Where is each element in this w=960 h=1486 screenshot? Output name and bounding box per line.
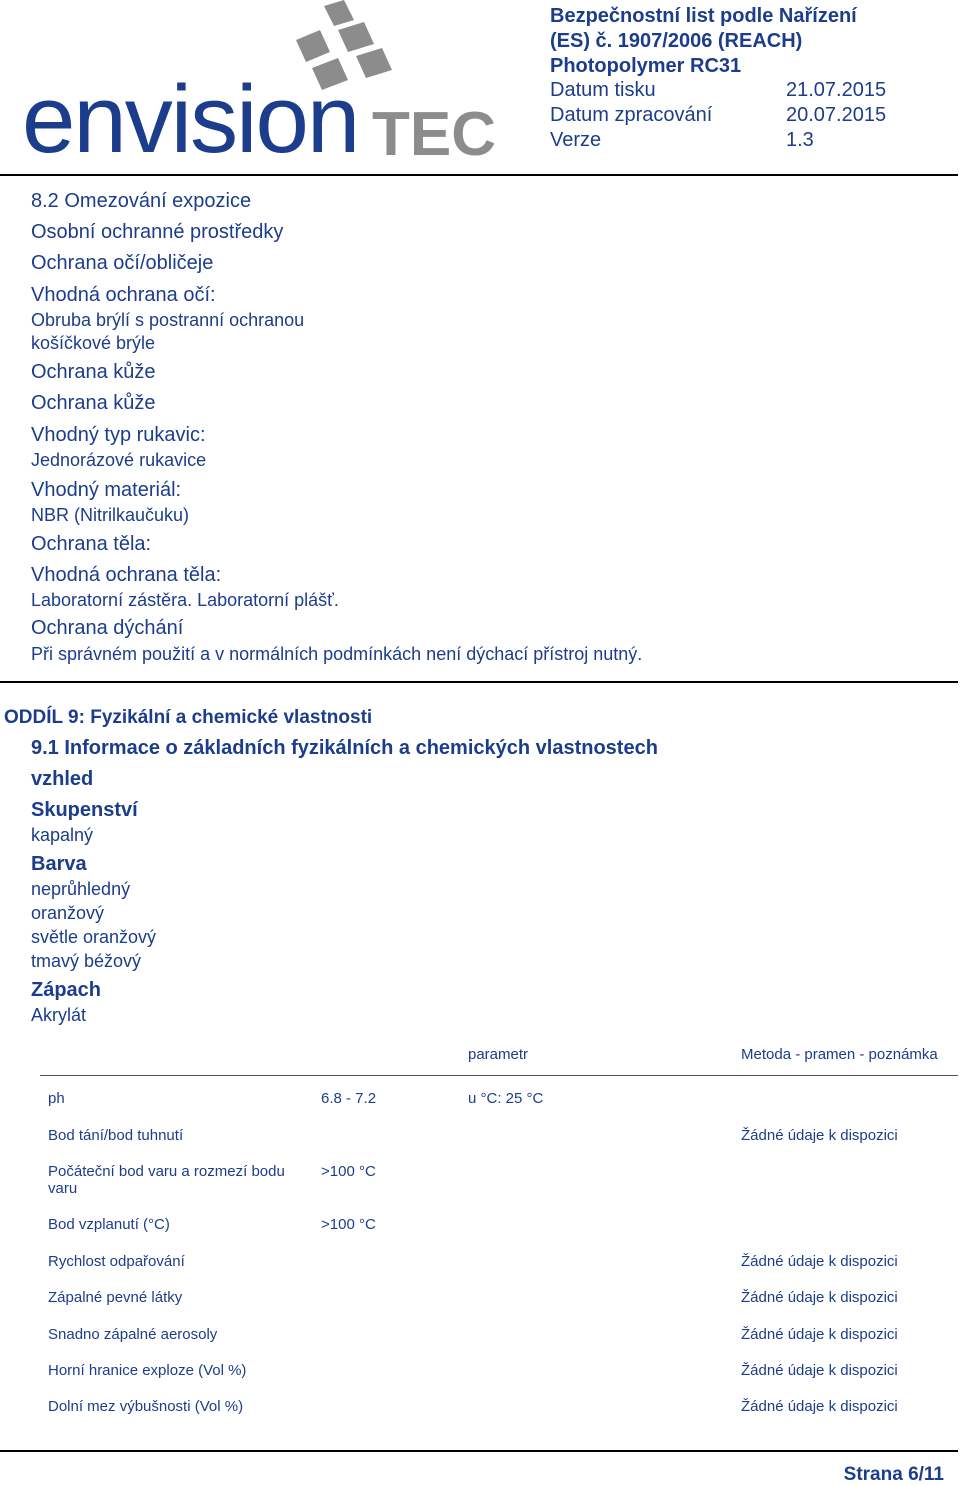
color-label: Barva <box>31 853 87 875</box>
ppe-heading: Osobní ochranné prostředky <box>31 221 284 243</box>
color-value: oranžový <box>31 903 105 923</box>
table-cell-method: Žádné údaje k dispozici <box>741 1253 898 1270</box>
body-protection-label: Ochrana těla: <box>31 533 152 555</box>
respiratory-text: Při správném použití a v normálních podmínkách není dýchací přístroj nutný. <box>31 644 643 664</box>
state-label: Skupenství <box>31 799 138 821</box>
color-value: tmavý béžový <box>31 951 142 971</box>
table-cell-value: >100 °C <box>321 1216 376 1233</box>
header-divider <box>0 174 958 176</box>
table-cell-value: >100 °C <box>321 1163 376 1180</box>
revision-date: 20.07.2015 <box>786 104 887 126</box>
skin-heading-2: Ochrana kůže <box>31 392 156 414</box>
color-value: neprůhledný <box>31 879 131 899</box>
print-date: 21.07.2015 <box>786 79 887 101</box>
table-cell-name: Rychlost odpařování <box>48 1253 185 1270</box>
logo-suffix: TEC <box>372 100 496 169</box>
glove-type: Jednorázové rukavice <box>31 450 207 470</box>
table-cell-name: Zápalné pevné látky <box>48 1289 183 1306</box>
odor-label: Zápach <box>31 979 102 1001</box>
eye-suitable-label: Vhodná ochrana očí: <box>31 284 216 306</box>
section-9-1-heading: 9.1 Informace o základních fyzikálních a chemických vlastnostech <box>31 737 658 759</box>
table-cell-method: Žádné údaje k dispozici <box>741 1326 898 1343</box>
table-cell-name: Horní hranice exploze (Vol %) <box>48 1362 247 1379</box>
table-cell-name: ph <box>48 1090 65 1107</box>
table-cell-name: Bod vzplanutí (°C) <box>48 1216 170 1233</box>
print-date-label: Datum tisku <box>550 79 656 101</box>
table-cell-method: Žádné údaje k dispozici <box>741 1398 898 1415</box>
eye-item-1: Obruba brýlí s postranní ochranou <box>31 310 305 330</box>
table-header-method: Metoda - pramen - poznámka <box>741 1046 938 1063</box>
body-suitable-value: Laboratorní zástěra. Laboratorní plášť. <box>31 590 339 610</box>
material-label: Vhodný materiál: <box>31 479 182 501</box>
state-value: kapalný <box>31 825 94 845</box>
table-cell-name: Bod tání/bod tuhnutí <box>48 1127 184 1144</box>
table-cell-param: u °C: 25 °C <box>468 1090 544 1107</box>
body-suitable-label: Vhodná ochrana těla: <box>31 564 222 586</box>
odor-value: Akrylát <box>31 1005 87 1025</box>
table-cell-method: Žádné údaje k dispozici <box>741 1127 898 1144</box>
doc-title-line1: Bezpečnostní list podle Nařízení <box>550 5 857 27</box>
skin-heading-1: Ochrana kůže <box>31 361 156 383</box>
logo-wordmark: envision <box>22 66 359 173</box>
section-9-heading: ODDÍL 9: Fyzikální a chemické vlastnosti <box>4 707 373 728</box>
table-cell-method: Žádné údaje k dispozici <box>741 1362 898 1379</box>
version-label: Verze <box>550 129 602 151</box>
table-cell-name: Snadno zápalné aerosoly <box>48 1326 218 1343</box>
material-value: NBR (Nitrilkaučuku) <box>31 505 190 525</box>
footer-divider <box>0 1450 958 1452</box>
glove-type-label: Vhodný typ rukavic: <box>31 424 206 446</box>
product-name: Photopolymer RC31 <box>550 55 742 77</box>
appearance-heading: vzhled <box>31 768 94 790</box>
doc-title-line2: (ES) č. 1907/2006 (REACH) <box>550 30 803 52</box>
table-header-divider <box>40 1075 958 1076</box>
company-logo <box>0 0 496 173</box>
table-header-param: parametr <box>468 1046 529 1063</box>
page-number: Strana 6/11 <box>843 1464 944 1485</box>
table-cell-name: Počáteční bod varu a rozmezí bodu varu <box>48 1163 285 1197</box>
table-cell-method: Žádné údaje k dispozici <box>741 1289 898 1306</box>
table-cell-value: 6.8 - 7.2 <box>321 1090 377 1107</box>
section-divider <box>0 681 958 683</box>
respiratory-label: Ochrana dýchání <box>31 617 184 639</box>
section-8-2-heading: 8.2 Omezování expozice <box>31 190 252 212</box>
revision-date-label: Datum zpracování <box>550 104 713 126</box>
eye-face-heading: Ochrana očí/obličeje <box>31 252 214 274</box>
table-cell-name: Dolní mez výbušnosti (Vol %) <box>48 1398 244 1415</box>
color-value: světle oranžový <box>31 927 157 947</box>
version-number: 1.3 <box>786 129 814 151</box>
eye-item-2: košíčkové brýle <box>31 333 156 353</box>
